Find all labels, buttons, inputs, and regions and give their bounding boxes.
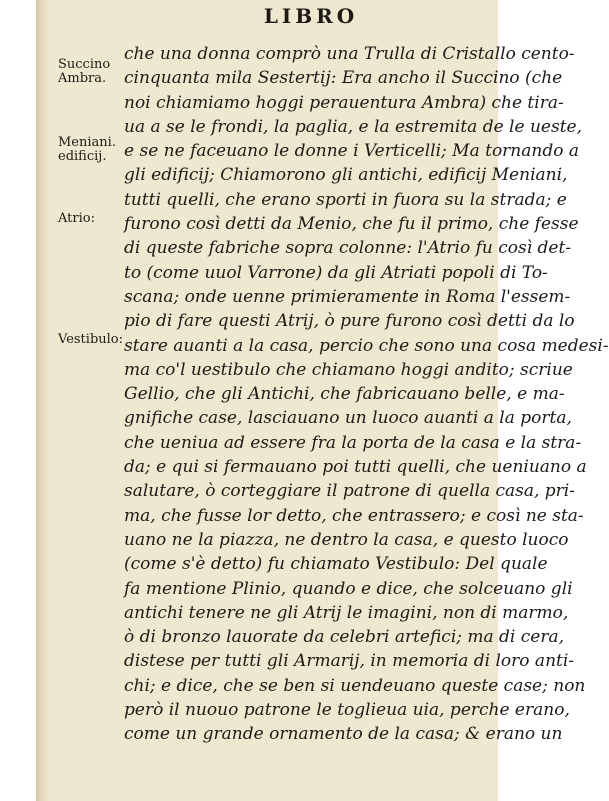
body-line: ua a se le frondi, la paglia, e la estremita de le ueste, [124,116,582,137]
body-line: che una donna comprò una Trulla di Cristallo cento- [124,44,575,64]
body-line: furono così detti da Menio, che fu il primo, che fesse [124,214,579,235]
margin-note-line: Succino [58,57,111,72]
body-line: gli edificij; Chiamorono gli antichi, edificij Meniani, [124,165,568,186]
body-line: noi chiamiamo hoggi perauentura Ambra) che tira- [124,92,564,113]
body-line: to (come uuol Varrone) da gli Atriati popoli di To- [124,262,548,283]
body-line: distese per tutti gli Armarij, in memoria di loro anti- [124,651,575,672]
margin-note-line: Atrio: [58,211,95,226]
margin-note-line: Ambra. [58,71,107,86]
body-line: che ueniua ad essere fra la porta de la casa e la stra- [124,432,582,453]
body-line: però il nuouo patrone le toglieua uia, perche erano, [124,700,570,721]
body-line: (come s'è detto) fu chiamato Vestibulo: Del quale [124,554,548,575]
body-line: uano ne la piazza, ne dentro la casa, e questo luoco [124,529,569,550]
body-line: tutti quelli, che erano sporti in fuora su la strada; e [124,189,567,210]
body-line: stare auanti a la casa, percio che sono una cosa medesi- [124,335,609,356]
margin-note-atrio [58,212,95,226]
page-gutter-shadow [36,0,48,801]
body-line: salutare, ò corteggiare il patrone di quella casa, pri- [124,481,575,502]
margin-note-line: Meniani. [58,135,116,150]
margin-note-line: Vestibulo: [58,332,123,347]
body-line: pio di fare questi Atrij, ò pure furono così detti da lo [124,311,575,332]
body-line: ma co'l uestibulo che chiamano hoggi andito; scriue [124,359,573,380]
body-line: scana; onde uenne primieramente in Roma l'essem- [124,286,571,307]
margin-note-meniani [58,136,116,164]
body-line: Gellio, che gli Antichi, che fabricauano belle, e ma- [124,384,565,405]
body-line: ma, che fusse lor detto, che entrassero; e così ne sta- [124,505,584,526]
body-line: ò di bronzo lauorate da celebri artefici; ma di cera, [124,627,565,648]
body-line: gnifiche case, lasciauano un luoco auanti a la porta, [124,408,572,429]
margin-note-succino [58,58,110,86]
running-title: LIBRO [263,4,359,28]
body-line: come un grande ornamento de la casa; & erano un [124,724,563,745]
margin-note-vestibulo [58,333,123,347]
body-line: cinquanta mila Sestertij: Era ancho il Succino (che [124,68,563,89]
body-line: fa mentione Plinio, quando e dice, che solceuano gli [124,578,573,599]
body-line: da; e qui si fermauano poi tutti quelli, che ueniuano a [124,457,587,478]
body-text [124,42,609,747]
body-line: chi; e dice, che se ben si uendeuano queste case; non [124,675,586,696]
body-line: e se ne faceuano le donne i Verticelli; Ma tornando a [124,141,579,162]
body-line: antichi tenere ne gli Atrij le imagini, non di marmo, [124,602,569,623]
body-line: di queste fabriche sopra colonne: l'Atrio fu così det- [124,238,572,259]
margin-note-line: edificij. [58,149,107,164]
